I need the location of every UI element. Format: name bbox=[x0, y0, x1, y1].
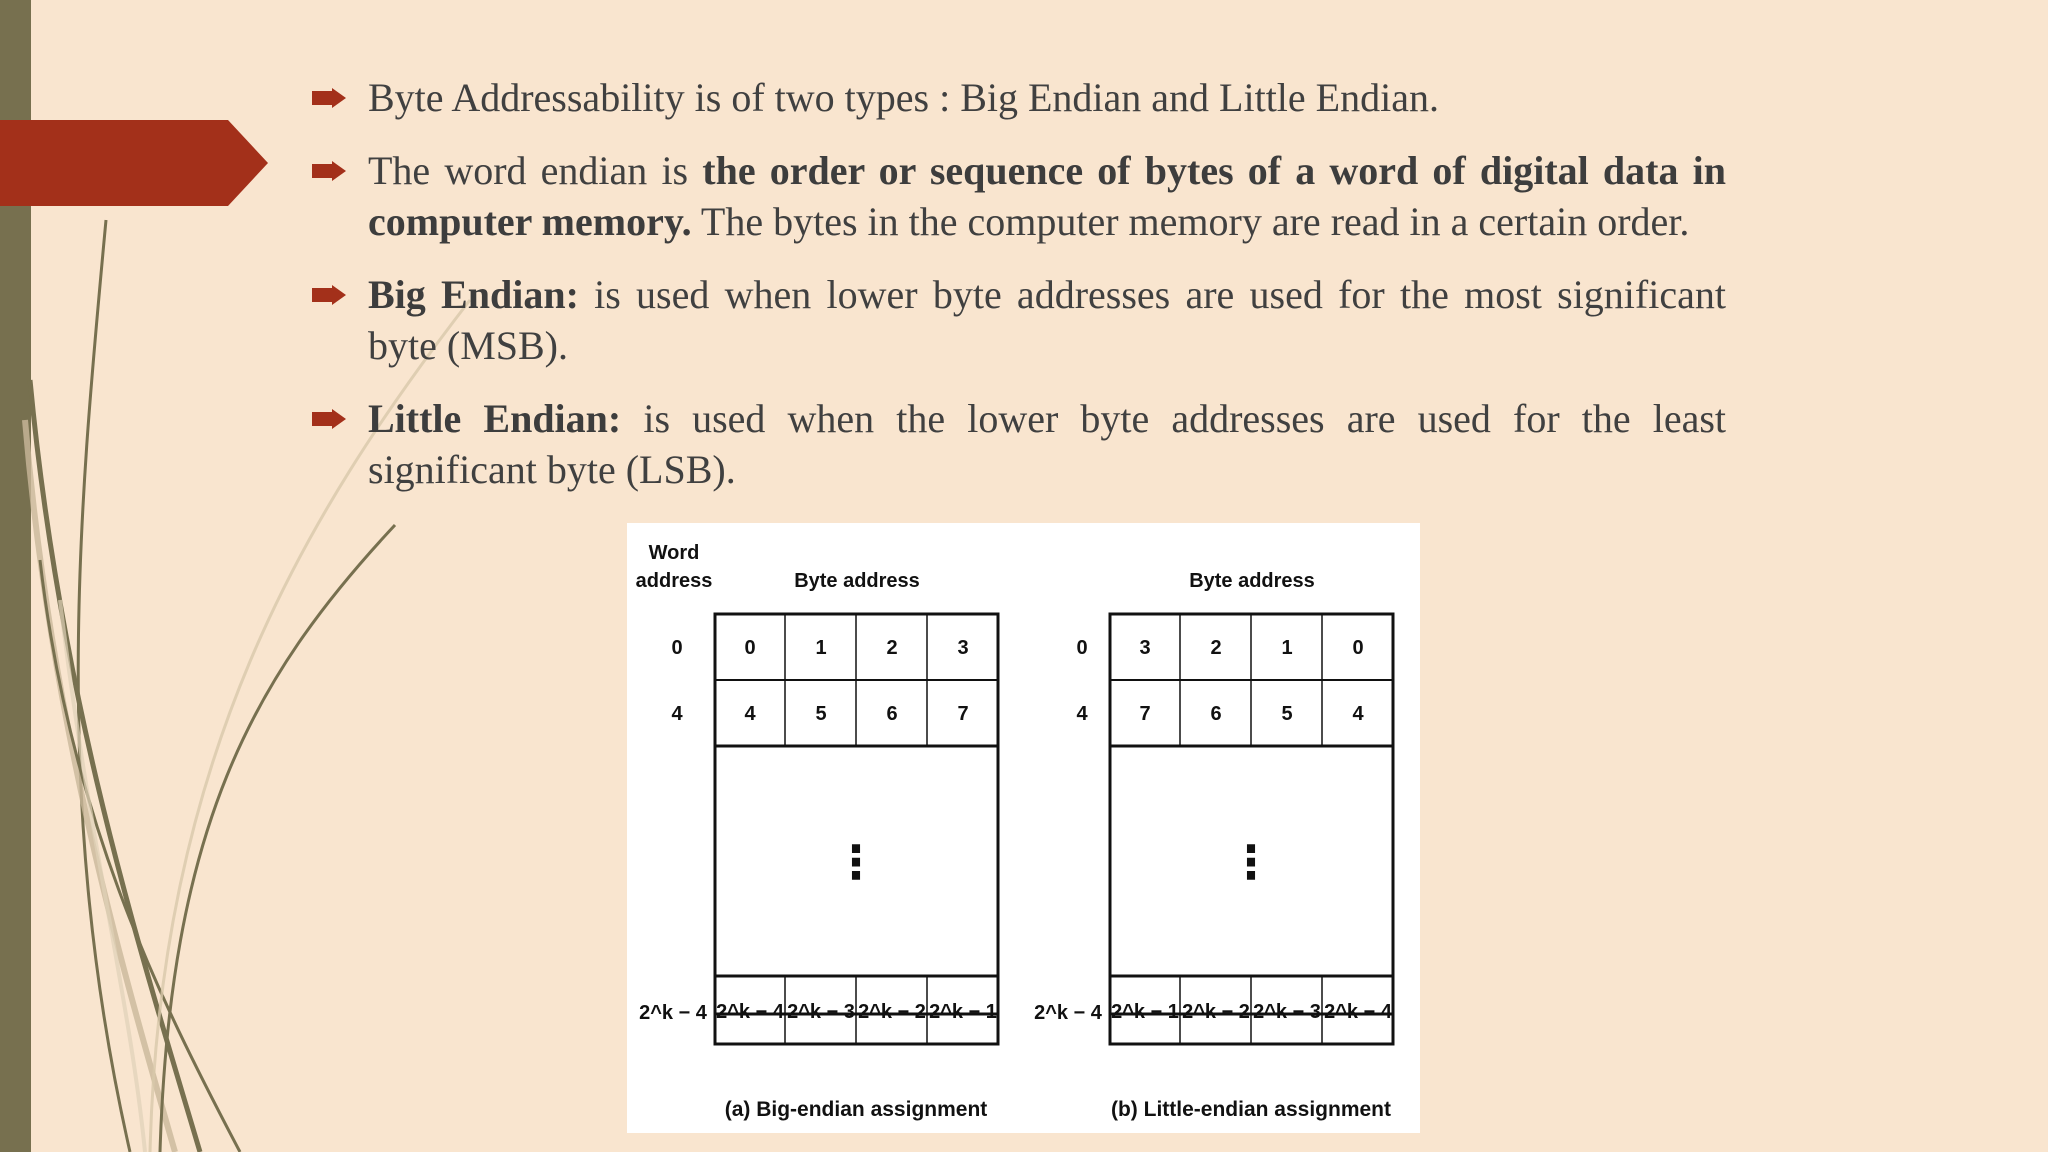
le-cell: 3 bbox=[1139, 637, 1151, 659]
be-cell: 0 bbox=[744, 637, 756, 659]
bullet-little-endian bbox=[312, 393, 1726, 495]
be-cell: 2 bbox=[886, 637, 898, 659]
be-last-cell: 2^k − 4 bbox=[716, 1001, 784, 1023]
bullet-text-pre: The word endian is bbox=[368, 148, 703, 193]
bullet-text: Byte Addressability is of two types : Big Endian and Little Endian. bbox=[368, 75, 1439, 120]
le-last-cell: 2^k − 1 bbox=[1111, 1001, 1179, 1023]
bullet-big-endian bbox=[312, 269, 1726, 371]
be-cell: 3 bbox=[957, 637, 969, 659]
le-cell: 5 bbox=[1281, 703, 1293, 725]
le-cell: 2 bbox=[1210, 637, 1222, 659]
bullet-text-post: The bytes in the computer memory are read in a certain order. bbox=[691, 199, 1690, 244]
bullet-word-endian bbox=[312, 145, 1726, 247]
big-endian-grid bbox=[715, 614, 998, 1044]
memory-diagram bbox=[627, 523, 1420, 1133]
byte-address-label-right: Byte address bbox=[1189, 570, 1315, 592]
left-word-address-0: 0 bbox=[671, 637, 683, 659]
right-word-address-0: 0 bbox=[1076, 637, 1088, 659]
word-address-label-1: Word bbox=[648, 542, 700, 564]
le-last-cell: 2^k − 3 bbox=[1253, 1001, 1321, 1023]
accent-arrow-shape bbox=[0, 120, 268, 206]
be-cell: 1 bbox=[815, 637, 827, 659]
be-cell: 7 bbox=[957, 703, 969, 725]
bullet-text-post: is used when lower byte addresses are used for the most significant byte (MSB). bbox=[368, 272, 1726, 368]
be-cell: 6 bbox=[886, 703, 898, 725]
endian-memory-figure bbox=[627, 523, 1420, 1133]
le-cell: 1 bbox=[1281, 637, 1293, 659]
byte-address-label-left: Byte address bbox=[794, 570, 920, 592]
be-ellipsis: ⋮ bbox=[833, 836, 879, 888]
be-last-cell: 2^k − 1 bbox=[929, 1001, 997, 1023]
be-cell: 5 bbox=[815, 703, 827, 725]
le-cell: 4 bbox=[1352, 703, 1364, 725]
slide-body bbox=[312, 72, 1726, 517]
arrow-bullet-icon bbox=[312, 161, 346, 181]
arrow-bullet-icon bbox=[312, 88, 346, 108]
le-last-cell: 2^k − 4 bbox=[1324, 1001, 1392, 1023]
right-word-address-4: 4 bbox=[1076, 703, 1088, 725]
bullet-term: Big Endian: bbox=[368, 272, 579, 317]
little-endian-cells bbox=[1111, 637, 1393, 1023]
little-endian-caption: (b) Little-endian assignment bbox=[1110, 1098, 1392, 1121]
arrow-bullet-icon bbox=[312, 409, 346, 429]
le-ellipsis: ⋮ bbox=[1228, 836, 1274, 888]
left-word-address-4: 4 bbox=[671, 703, 683, 725]
word-address-label-2: address bbox=[635, 570, 713, 592]
le-last-cell: 2^k − 2 bbox=[1182, 1001, 1250, 1023]
bullet-text-post: is used when the lower byte addresses are used for the least significant byte (LSB). bbox=[368, 396, 1727, 492]
big-endian-caption: (a) Big-endian assignment bbox=[724, 1098, 988, 1121]
arrow-bullet-icon bbox=[312, 285, 346, 305]
bullet-byte-addressability bbox=[312, 72, 1726, 123]
be-cell: 4 bbox=[744, 703, 756, 725]
bullet-text-bold: the order or sequence of bytes of a word of digital data in computer memory. bbox=[368, 148, 1726, 244]
right-word-address-last: 2^k − 4 bbox=[1034, 1002, 1102, 1024]
le-cell: 0 bbox=[1352, 637, 1364, 659]
le-cell: 6 bbox=[1210, 703, 1222, 725]
bullet-term: Little Endian: bbox=[368, 396, 622, 441]
left-word-address-last: 2^k − 4 bbox=[639, 1002, 707, 1024]
be-last-cell: 2^k − 3 bbox=[787, 1001, 855, 1023]
be-last-cell: 2^k − 2 bbox=[858, 1001, 926, 1023]
little-endian-grid bbox=[1110, 614, 1393, 1044]
le-cell: 7 bbox=[1139, 703, 1151, 725]
